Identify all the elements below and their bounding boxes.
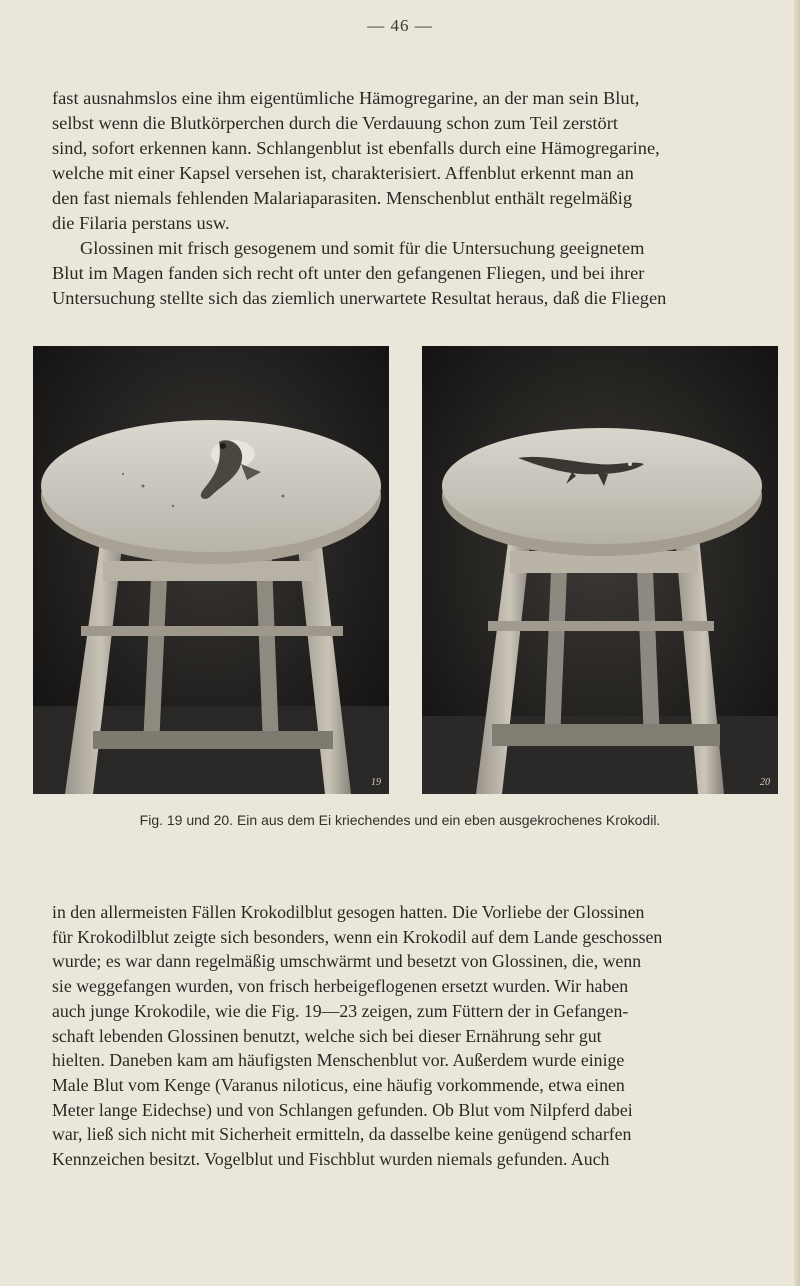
figure-caption: Fig. 19 und 20. Ein aus dem Ei kriechendes und ein eben ausgekrochenes Krokodil.: [139, 812, 661, 828]
text-line: Glossinen mit frisch gesogenem und somit für die Untersuchung geeignetem: [80, 238, 645, 258]
text-line: in den allermeisten Fällen Krokodilblut gesogen hatten. Die Vorliebe der Glossinen: [52, 902, 645, 922]
text-line: auch junge Krokodile, wie die Fig. 19—23 zeigen, zum Füttern der in Gefangen-: [52, 1000, 629, 1021]
text-line: für Krokodilblut zeigte sich besonders, wenn ein Krokodil auf dem Lande geschossen: [52, 926, 663, 947]
text-line: die Filaria perstans usw.: [52, 213, 230, 233]
text-line: war, ließ sich nicht mit Sicherheit ermitteln, da dasselbe keine genügend scharfen: [52, 1124, 632, 1145]
text-line: sind, sofort erkennen kann. Schlangenblut ist ebenfalls durch eine Hämogregarine,: [52, 138, 660, 158]
text-line: Male Blut vom Kenge (Varanus niloticus, eine häufig vorkommende, etwa einen: [52, 1074, 625, 1095]
figure-19-number: 19: [371, 777, 381, 788]
figure-19-photo: [33, 346, 389, 794]
text-line: Blut im Magen fanden sich recht oft unter den gefangenen Fliegen, und bei ihrer: [52, 263, 645, 283]
bottom-paragraph-block: [52, 900, 772, 1172]
text-line: welche mit einer Kapsel versehen ist, charakterisiert. Affenblut erkennt man an: [52, 163, 634, 183]
page-edge-shadow: [794, 0, 800, 1286]
top-paragraph-block: [52, 86, 772, 311]
figure-20-number: 20: [760, 777, 770, 788]
text-line: den fast niemals fehlenden Malariaparasiten. Menschenblut enthält regelmäßig: [52, 188, 633, 208]
text-line: selbst wenn die Blutkörperchen durch die Verdauung schon zum Teil zerstört: [52, 113, 618, 133]
text-line: Kennzeichen besitzt. Vogelblut und Fischblut wurden niemals gefunden. Auch: [52, 1149, 610, 1170]
stool-with-hatching-crocodile-image: [33, 346, 389, 794]
page-number: — 46 —: [367, 16, 433, 35]
text-line: hielten. Daneben kam am häufigsten Menschenblut vor. Außerdem wurde einige: [52, 1050, 625, 1071]
text-line: wurde; es war dann regelmäßig umschwärmt und besetzt von Glossinen, die, wenn: [52, 951, 642, 972]
stool-with-hatched-crocodile-image: [422, 346, 778, 794]
text-line: Untersuchung stellte sich das ziemlich unerwartete Resultat heraus, daß die Fliegen: [52, 288, 667, 308]
figure-20-photo: [422, 346, 778, 794]
text-line: schaft lebenden Glossinen benutzt, welche sich bei dieser Ernährung sehr gut: [52, 1025, 602, 1046]
text-line: Meter lange Eidechse) und von Schlangen gefunden. Ob Blut vom Nilpferd dabei: [52, 1099, 633, 1120]
text-line: fast ausnahmslos eine ihm eigentümliche Hämogregarine, an der man sein Blut,: [52, 88, 640, 108]
text-line: sie weggefangen wurden, von frisch herbeigeflogenen ersetzt wurden. Wir haben: [52, 976, 629, 997]
